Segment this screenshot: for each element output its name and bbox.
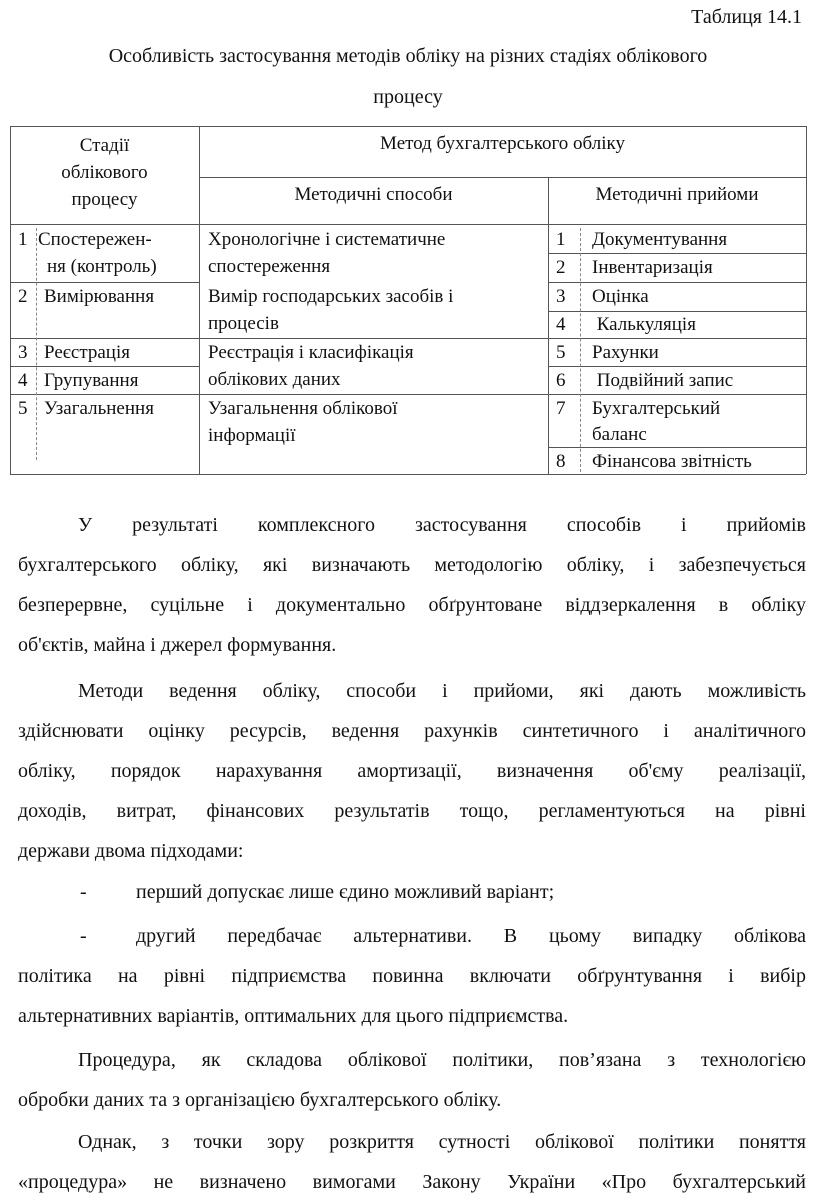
- technique-number: 7: [556, 398, 566, 419]
- stage-number: 1: [18, 229, 28, 250]
- stage-label-cont: ня (контроль): [47, 256, 157, 277]
- technique-label-cont: баланс: [592, 424, 647, 445]
- stage-num-divider: [36, 228, 37, 460]
- list-item-2-line: альтернативних варіантів, оптимальних для цього підприємства.: [18, 1005, 569, 1027]
- technique-number: 3: [556, 286, 566, 307]
- technique-row-sep: [548, 282, 806, 283]
- list-item-2-line: політика на рівні підприємства повинна включати обґрунтування і вибір: [18, 965, 806, 987]
- technique-number: 5: [556, 342, 566, 363]
- means-text: Хронологічне і систематичне: [208, 229, 446, 250]
- stage-number: 5: [18, 398, 28, 419]
- stage-number: 2: [18, 286, 28, 307]
- means-text-cont: спостереження: [208, 256, 331, 277]
- list-item-2-line: другий передбачає альтернативи. В цьому випадку облікова: [136, 925, 806, 947]
- technique-number: 4: [556, 314, 566, 335]
- table-header-divider: [199, 177, 806, 178]
- stage-label: Узагальнення: [44, 398, 154, 419]
- stage-number: 4: [18, 370, 28, 391]
- stage-label: Спостережен-: [38, 229, 152, 250]
- table-title-line2: процесу: [373, 86, 443, 108]
- paragraph-1-line: об'єктів, майна і джерел формування.: [18, 634, 337, 656]
- technique-number: 8: [556, 451, 566, 472]
- technique-number: 6: [556, 370, 566, 391]
- technique-row-sep: [548, 338, 806, 339]
- paragraph-2-line: обліку, порядок нарахування амортизації, визначення об'єму реалізації,: [18, 760, 806, 782]
- technique-label: Документування: [592, 229, 728, 250]
- table-border-top: [10, 126, 806, 127]
- header-stage-line1: Стадії: [79, 135, 130, 156]
- technique-label: Бухгалтерський: [592, 398, 721, 419]
- paragraph-1-line: бухгалтерського обліку, які визначають методологію обліку, і забезпечується: [18, 554, 806, 576]
- paragraph-1-line: У результаті комплексного застосування способів і прийомів: [78, 514, 806, 536]
- paragraph-2-line: Методи ведення обліку, способи і прийоми, які дають можливість: [78, 680, 806, 702]
- technique-num-divider: [580, 228, 581, 472]
- paragraph-3-line: Процедура, як складова облікової політики, пов’язана з технологією: [78, 1049, 806, 1071]
- technique-label: Оцінка: [592, 286, 649, 307]
- means-text-cont: процесів: [208, 313, 279, 334]
- header-stage-line2: облікового: [61, 162, 148, 183]
- technique-number: 2: [556, 257, 566, 278]
- means-text: Реєстрація і класифікація: [208, 342, 414, 363]
- technique-label: Рахунки: [592, 342, 659, 363]
- stage-number: 3: [18, 342, 28, 363]
- stage-label: Вимірювання: [44, 286, 155, 307]
- table-border-right: [806, 126, 807, 474]
- header-stage-line3: процесу: [71, 189, 138, 210]
- table-col-divider-1: [199, 126, 200, 474]
- paragraph-2-line: доходів, витрат, фінансових результатів тощо, регламентуються на рівні: [18, 800, 806, 822]
- technique-label: Інвентаризація: [592, 257, 713, 278]
- header-means: Методичні способи: [294, 184, 453, 205]
- table-label: Таблиця 14.1: [691, 6, 802, 28]
- header-techniques: Методичні прийоми: [595, 184, 759, 205]
- list-dash: -: [80, 881, 87, 903]
- table-title-line1: Особливість застосування методів обліку на різних стадіях облікового: [108, 45, 708, 67]
- means-text: Узагальнення облікової: [208, 398, 398, 419]
- list-dash: -: [80, 925, 87, 947]
- technique-number: 1: [556, 229, 566, 250]
- list-item-1: перший допускає лише єдино можливий варіант;: [136, 881, 555, 903]
- paragraph-2-line: держави двома підходами:: [18, 840, 244, 862]
- means-text: Вимір господарських засобів і: [208, 286, 454, 307]
- technique-label: Подвійний запис: [592, 370, 734, 391]
- means-text-cont: інформації: [208, 425, 296, 446]
- paragraph-4-line: «процедура» не визначено вимогами Закону України «Про бухгалтерський: [18, 1171, 806, 1193]
- table-col-divider-2: [548, 177, 549, 474]
- paragraph-1-line: безперервне, суцільне і документально обґрунтоване віддзеркалення в обліку: [18, 594, 806, 616]
- technique-label: Калькуляція: [592, 314, 696, 335]
- stage-label: Реєстрація: [44, 342, 130, 363]
- paragraph-4-line: Однак, з точки зору розкриття сутності облікової політики поняття: [78, 1131, 806, 1153]
- header-method: Метод бухгалтерського обліку: [380, 133, 625, 154]
- paragraph-3-line: обробки даних та з організацією бухгалтерського обліку.: [18, 1089, 502, 1111]
- stage-label: Групування: [44, 370, 139, 391]
- means-text-cont: облікових даних: [208, 369, 341, 390]
- paragraph-2-line: здійснювати оцінку ресурсів, ведення рахунків синтетичного і аналітичного: [18, 720, 806, 742]
- table-header-bottom: [10, 224, 806, 225]
- technique-label: Фінансова звітність: [592, 451, 752, 472]
